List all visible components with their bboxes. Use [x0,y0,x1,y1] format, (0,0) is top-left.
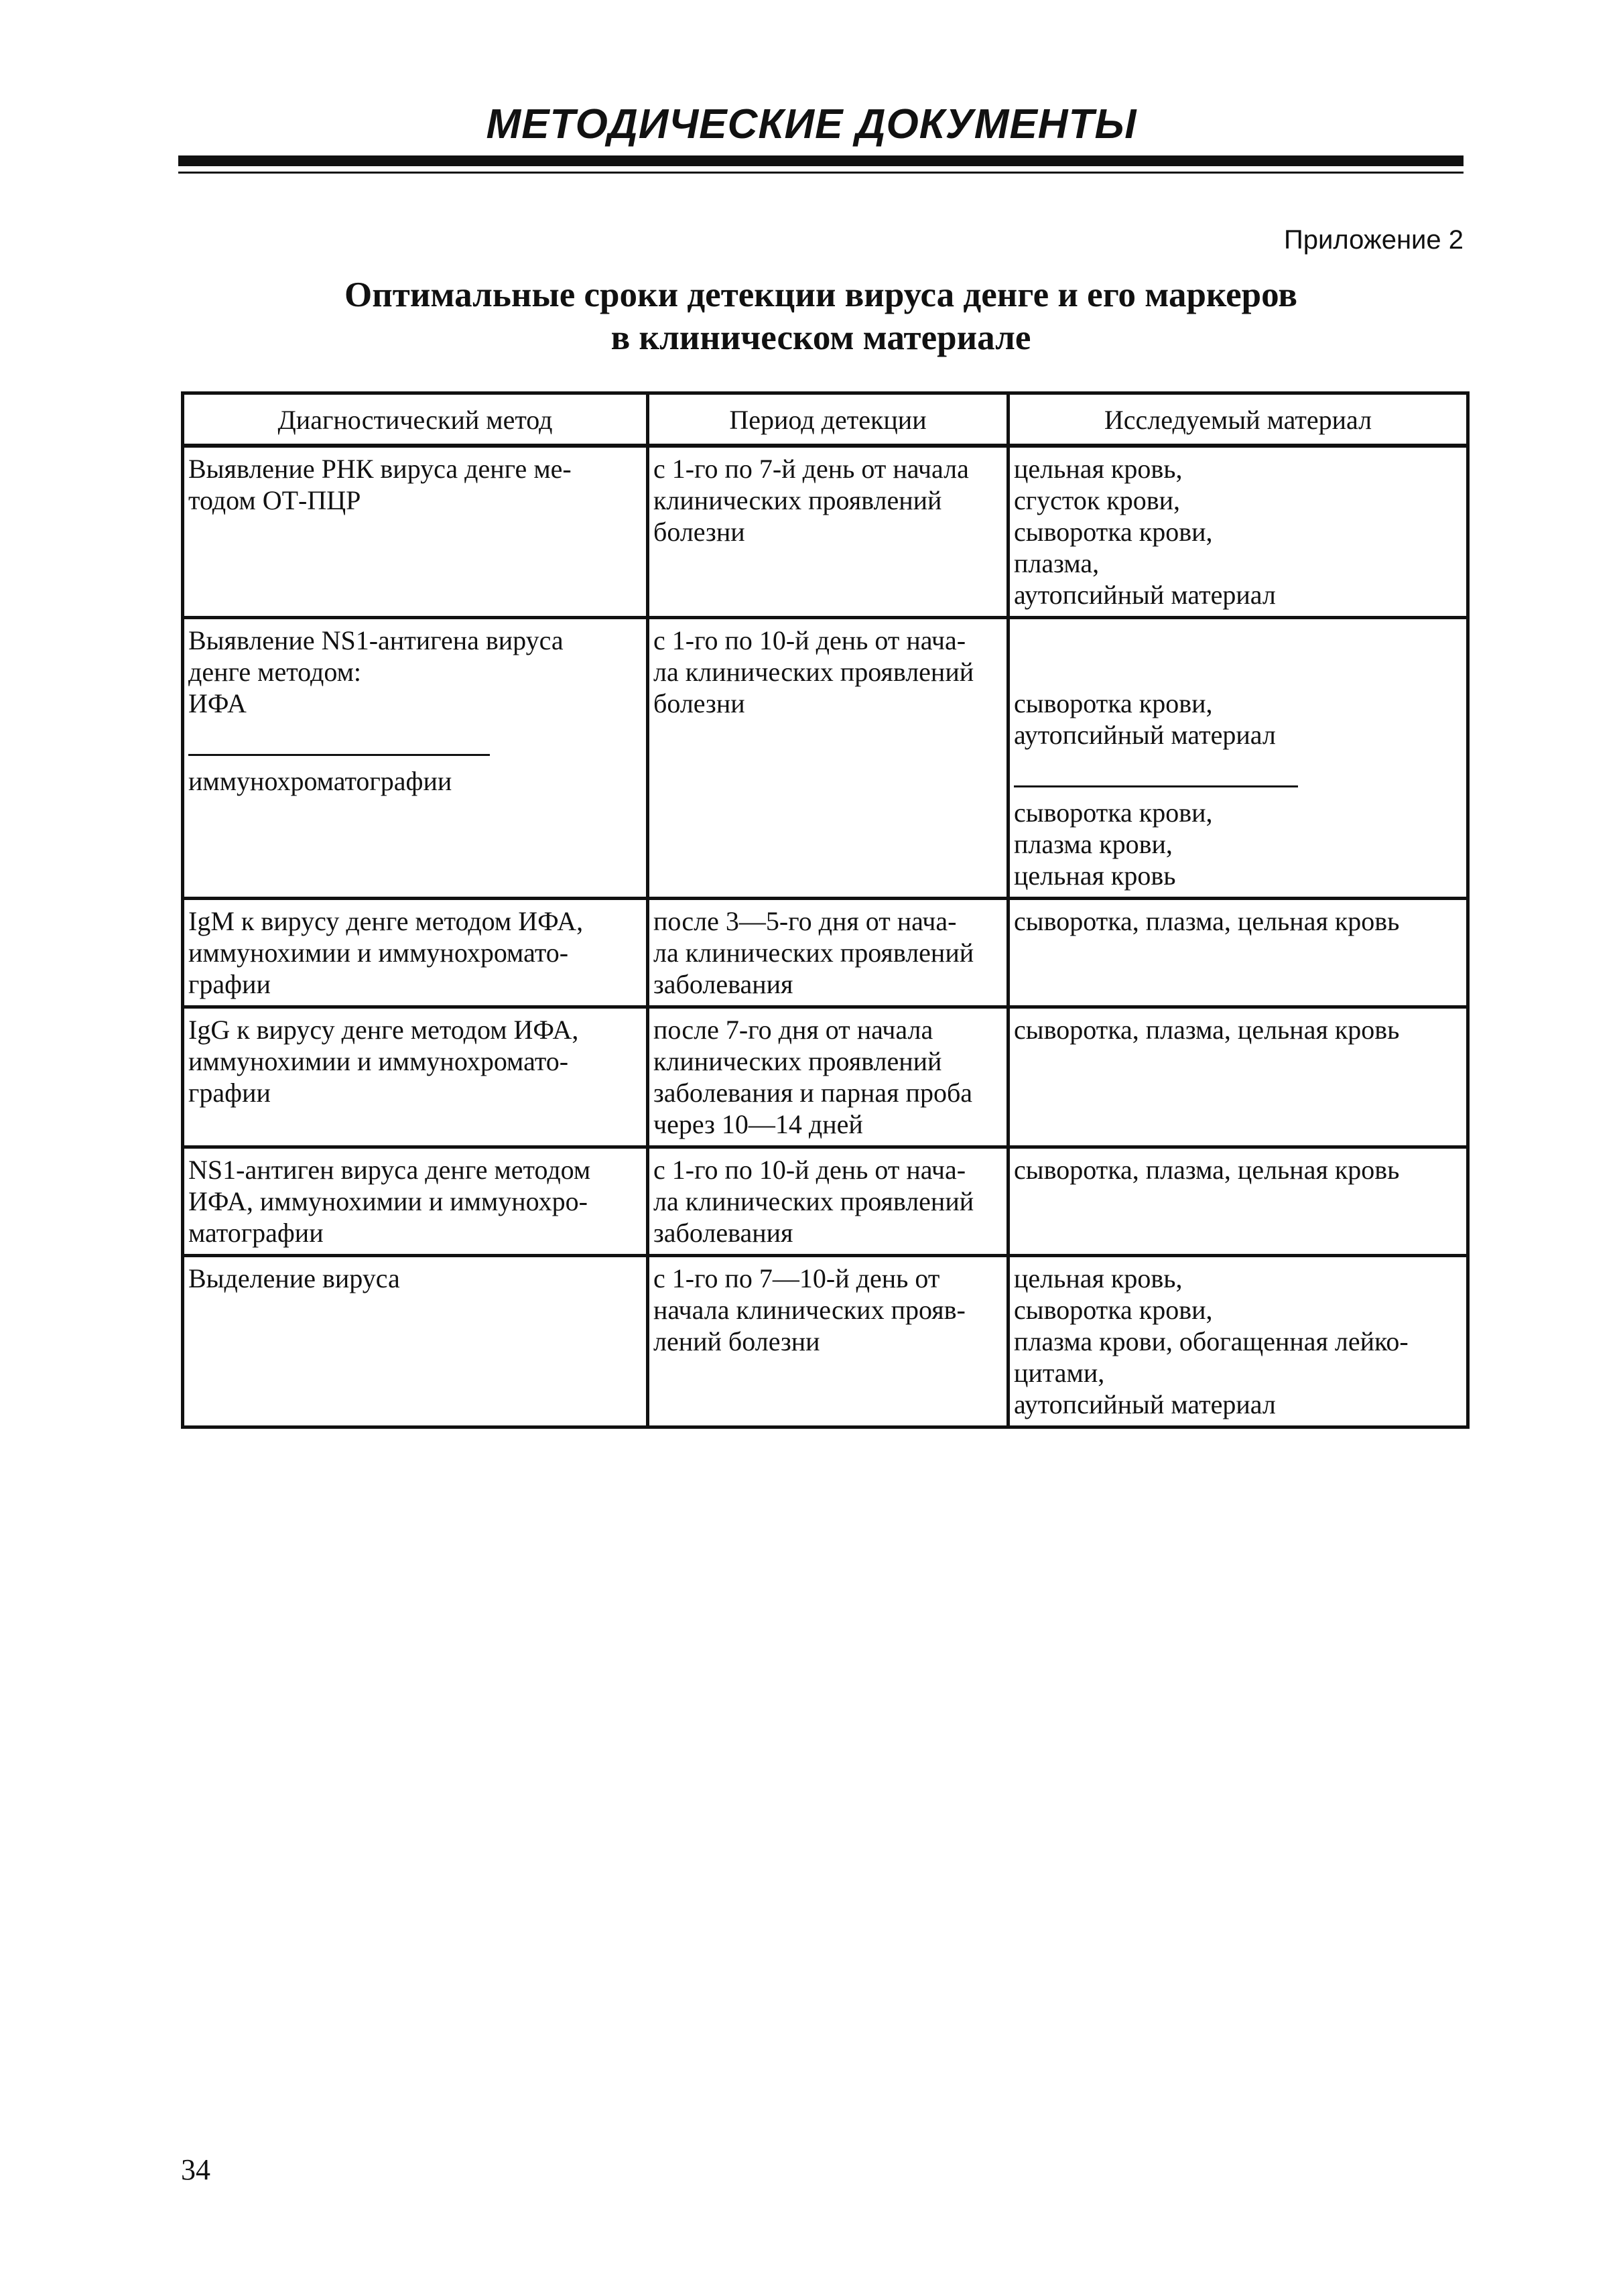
cell-line: графии [188,1078,271,1108]
column-header-material: Исследуемый материал [1009,393,1468,446]
cell-line: сыворотка крови, [1014,798,1213,828]
cell-line: иммунохроматографии [188,766,452,796]
running-title: МЕТОДИЧЕСКИЕ ДОКУМЕНТЫ [486,101,1137,147]
cell-line: тодом ОТ-ПЦР [188,485,361,515]
material-cell [1009,446,1468,618]
table-row [183,618,1468,899]
cell-line: ИФА, иммунохимии и иммунохро- [188,1186,588,1216]
header-rule-thick [178,155,1464,166]
table-row [183,1007,1468,1147]
cell-line: клинических проявлений [653,485,942,515]
title-line-2: в клиническом материале [610,318,1031,357]
cell-line: с 1-го по 10-й день от нача- [653,625,966,655]
material-cell [1009,618,1468,899]
cell-line: через 10—14 дней [653,1109,863,1139]
table-row [183,446,1468,618]
cell-line: цитами, [1014,1358,1105,1388]
sub-divider [188,754,490,756]
table-row [183,899,1468,1007]
method-cell [183,446,648,618]
table-row [183,1256,1468,1427]
column-header-method: Диагностический метод [183,393,648,446]
cell-line: клинических проявлений [653,1046,942,1076]
cell-line: матографии [188,1218,324,1248]
cell-line: сыворотка, плазма, цельная кровь [1014,906,1400,936]
cell-line: аутопсийный материал [1014,580,1276,610]
cell-line: сыворотка, плазма, цельная кровь [1014,1015,1400,1045]
table-row [183,1147,1468,1256]
period-cell [648,446,1009,618]
table-header-row [183,393,1468,446]
material-cell [1009,1007,1468,1147]
spacer [1014,625,1464,688]
cell-line: заболевания [653,969,793,999]
cell-line: иммунохимии и иммунохромато- [188,1046,569,1076]
cell-line: плазма крови, [1014,829,1173,859]
cell-line: NS1-антиген вируса денге методом [188,1155,591,1185]
cell-line: аутопсийный материал [1014,720,1276,750]
cell-line: Выявление РНК вируса денге ме- [188,454,572,484]
detection-table [181,391,1470,1429]
cell-line: IgM к вирусу денге методом ИФА, [188,906,584,936]
cell-line: графии [188,969,271,999]
cell-line: с 1-го по 10-й день от нача- [653,1155,966,1185]
cell-line: сыворотка крови, [1014,688,1213,718]
cell-line: ла клинических проявлений [653,1186,974,1216]
cell-line: цельная кровь, [1014,454,1183,484]
cell-line: сыворотка крови, [1014,1295,1213,1325]
period-cell [648,1147,1009,1256]
cell-line: после 3—5-го дня от нача- [653,906,957,936]
cell-line: болезни [653,517,745,547]
cell-line: заболевания [653,1218,793,1248]
cell-line: цельная кровь, [1014,1263,1183,1293]
cell-line: иммунохимии и иммунохромато- [188,938,569,968]
cell-line: после 7-го дня от начала [653,1015,933,1045]
period-cell [648,1256,1009,1427]
material-cell [1009,1256,1468,1427]
cell-line: IgG к вирусу денге методом ИФА, [188,1015,579,1045]
cell-line: ла клинических проявлений [653,938,974,968]
cell-line: лений болезни [653,1326,820,1356]
document-title [178,273,1464,359]
method-cell [183,1007,648,1147]
method-cell [183,618,648,899]
sub-divider [1014,785,1298,787]
cell-line: Выявление NS1-антигена вируса [188,625,564,655]
material-cell [1009,1147,1468,1256]
cell-line: сыворотка, плазма, цельная кровь [1014,1155,1400,1185]
method-cell [183,899,648,1007]
cell-line: цельная кровь [1014,860,1176,891]
cell-line: с 1-го по 7—10-й день от [653,1263,940,1293]
period-cell [648,618,1009,899]
method-cell [183,1256,648,1427]
cell-line: Выделение вируса [188,1263,400,1293]
cell-line: ла клинических проявлений [653,657,974,687]
cell-line: болезни [653,688,745,718]
method-cell [183,1147,648,1256]
cell-line: плазма, [1014,548,1100,578]
title-line-1: Оптимальные сроки детекции вируса денге и его маркеров [344,275,1297,314]
header-rule-thin [178,172,1464,174]
cell-line: аутопсийный материал [1014,1389,1276,1419]
material-cell [1009,899,1468,1007]
cell-line: начала клинических прояв- [653,1295,966,1325]
period-cell [648,899,1009,1007]
period-cell [648,1007,1009,1147]
cell-line: заболевания и парная проба [653,1078,973,1108]
cell-line: денге методом: [188,657,362,687]
cell-line: с 1-го по 7-й день от начала [653,454,969,484]
column-header-period: Период детекции [648,393,1009,446]
cell-line: сыворотка крови, [1014,517,1213,547]
appendix-label: Приложение 2 [1284,225,1464,255]
cell-line: плазма крови, обогащенная лейко- [1014,1326,1409,1356]
page-number: 34 [181,2153,210,2186]
cell-line: ИФА [188,688,247,718]
cell-line: сгусток крови, [1014,485,1181,515]
